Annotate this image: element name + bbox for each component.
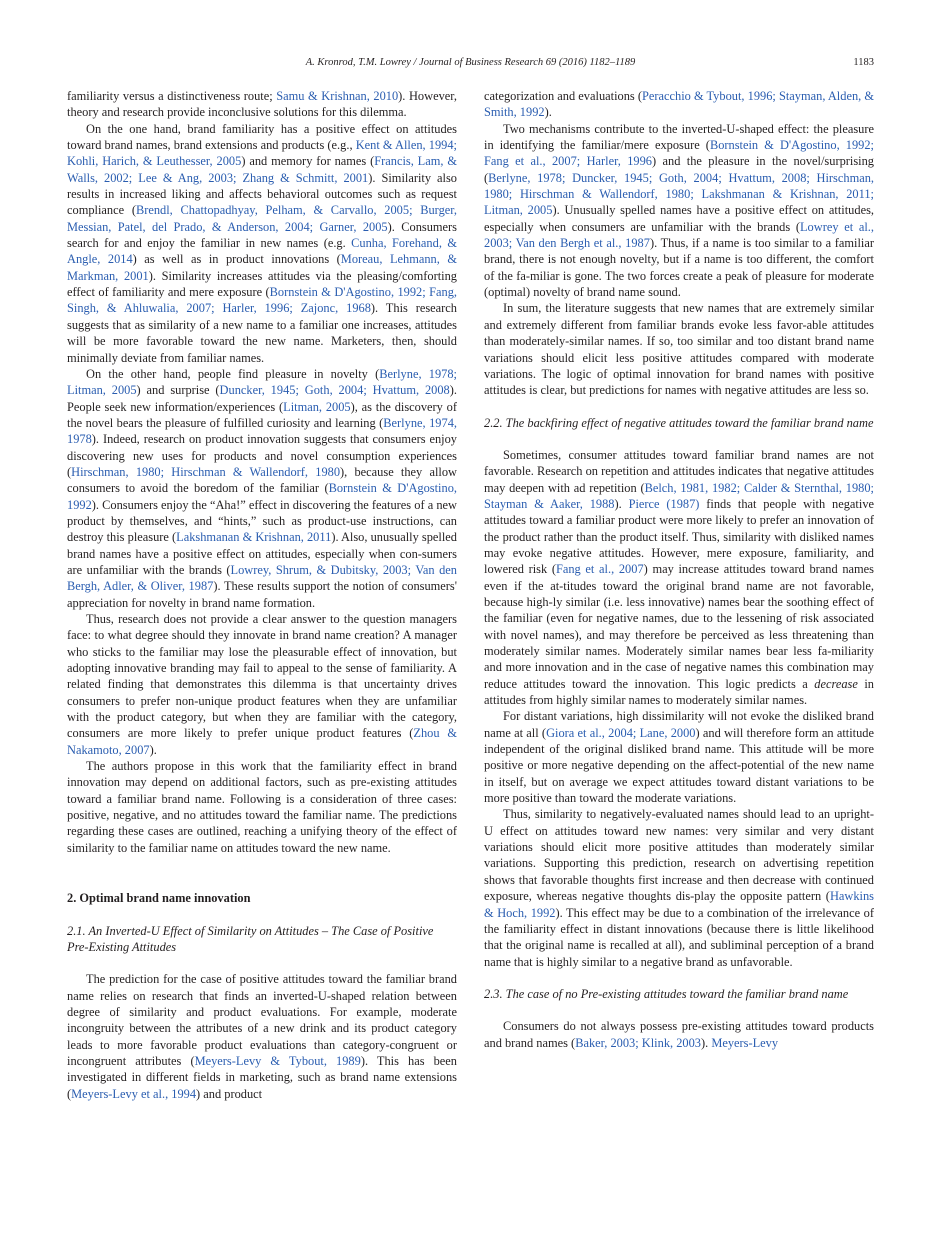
citation-link[interactable]: Zhou & Nakamoto, 2007 <box>67 726 458 757</box>
paragraph: Two mechanisms contribute to the inverted-U-shaped effect: the pleasure in identifying the familiar/mere exposure (Bornstein & D'Agostino, 1992; Fang et al., 2007; Harler, 1996) and the pleasure in the novel/surprising (Berlyne, 1978; Duncker, 1945; Goth, 2004; Hvattum, 2008; Hirschman, 1980; Hirschman & Wallendorf, 1980; Lakshmanan & Krishnan, 2011; Litman, 2005). Unusually spelled names have a positive effect on attitudes, especially when consumers are unfamiliar with the brands (Lowrey et al., 2003; Van den Bergh et al., 1987). Thus, if a name is too similar to a familiar brand, there is not enough novelty, but if a name is too different, the comfort of the fa-miliar is gone. The two forces create a peak of pleasure for moderate (optimal) novelty of brand name sound. <box>484 121 874 300</box>
citation-link[interactable]: Lowrey, Shrum, & Dubitsky, 2003; Van den Bergh, Adler, & Oliver, 1987 <box>67 562 457 594</box>
paragraph: The prediction for the case of positive attitudes toward the familiar brand name relies on research that finds an inverted-U-shaped relation between degree of similarity and product evaluations. For example, moderate incongruity between the attributes of a new drink and its product category leads to more favorable product evaluations than category-congruent or incongruent attributes (Meyers-Levy & Tybout, 1989). This has been investigated in different fields in marketing, such as brand name extensions (Meyers-Levy et al., 1994) and product <box>67 972 457 1101</box>
paragraph: Sometimes, consumer attitudes toward familiar brand names are not favorable. Research on repetition and attitudes indicates that negative attitudes may deepen with ad repetition (Belch, 1981, 1982; Calder & Sternthal, 1980; Stayman & Aaker, 1988). Pierce (1987) finds that people with negative attitudes toward a familiar product were more likely to prefer an innovation of the product rather than the product itself. Thus, similarity with disliked names may evoke negative attitudes. However, mere exposure, familiarity, and lowered risk (Fang et al., 2007) may increase attitudes toward brand names even if the at-titudes toward the original brand name are not favorable, because high-ly similar (i.e. less innovative) names bear the soothing effect of the familiar (even for negative names, due to the lessening of risk associated with novel names), and may therefore be perceived as less threatening than moderately similar names. Moderately similar names bear less fa-miliarity and more innovation and in the case of negative names this combination may reduce attitudes toward the innovation. This logic predicts a decrease in attitudes from highly similar names to moderately similar names. <box>484 447 875 708</box>
paragraph: Thus, research does not provide a clear answer to the question managers face: to what degree should they innovate in brand name creation? A manager who sticks to the familiar may lose the pleasurable effect of innovation, but adopting innovative branding may fail to appeal to the sense of familiarity. A related finding that demonstrates this dilemma is that uncertainty drives consumers to prefer non-unique product features when they are unfamiliar with the product category, but when they are familiar with the category, consumers are more likely to prefer unique product features (Zhou & Nakamoto, 2007). <box>67 612 458 757</box>
citation-link[interactable]: Hawkins & Hoch, 1992 <box>484 889 874 920</box>
citation-link[interactable]: Lakshmanan & Krishnan, 2011 <box>176 530 332 545</box>
paragraph: The authors propose in this work that the familiarity effect in brand innovation may depend on additional factors, such as pre-existing attitudes toward a familiar brand name. Following is a consideration of three cases: positive, negative, and no attitudes toward the familiar name. The predictions regarding these cases are outlined, reaching a unifying theory of the effect of similarity to the familiar name on attitudes toward the new name. <box>67 759 457 855</box>
paragraph: categorization and evaluations (Peracchio & Tybout, 1996; Stayman, Alden, & Smith, 1992). <box>484 89 874 120</box>
citation-link[interactable]: Berlyne, 1978; Litman, 2005 <box>67 366 457 398</box>
citation-link[interactable]: Meyers-Levy et al., 1994 <box>71 1086 197 1101</box>
citation-link[interactable]: Samu & Krishnan, 2010 <box>276 89 399 103</box>
subsection-heading: 2.1. An Inverted-U Effect of Similarity on Attitudes – The Case of Positive Pre-Existing Attitudes <box>67 923 434 954</box>
citation-link[interactable]: Hirschman, 1980; Hirschman & Wallendorf, 1980 <box>71 464 341 479</box>
citation-link[interactable]: Moreau, Lehmann, & Markman, 2001 <box>67 252 457 283</box>
paragraph: On the one hand, brand familiarity has a positive effect on attitudes toward brand names, brand extensions and products (e.g., Kent & Allen, 1994; Kohli, Harich, & Leuthesser, 2005) and memory for names (Francis, Lam, & Walls, 2002; Lee & Ang, 2003; Zhang & Schmitt, 2001). Similarity also results in increased liking and affects behavioral outcomes such as request compliance (Brendl, Chattopadhyay, Pelham, & Carvallo, 2005; Burger, Messian, Patel, del Prado, & Anderson, 2004; Garner, 2005). Consumers search for and enjoy the familiar in new names (e.g. Cunha, Forehand, & Angle, 2014) as well as in product innovations (Moreau, Lehmann, & Markman, 2001). Similarity increases attitudes via the pleasing/comforting effect of familiarity and mere exposure (Bornstein & D'Agostino, 1992; Fang, Singh, & Ahluwalia, 2007; Harler, 1996; Zajonc, 1968). This research suggests that as similarity of a new name to a familiar one increases, attitudes will be more favorable toward the new name. Marketers, then, should minimally deviate from familiar names. <box>67 121 458 365</box>
left-column <box>67 88 457 1102</box>
citation-link[interactable]: Duncker, 1945; Goth, 2004; Hvattum, 2008 <box>219 383 450 398</box>
citation-link[interactable]: Francis, Lam, & Walls, 2002; Lee & Ang, 2003; Zhang & Schmitt, 2001 <box>67 154 457 185</box>
paragraph: familiarity versus a distinctiveness route; Samu & Krishnan, 2010). However, theory and research provide inconclusive solutions for this dilemma. <box>67 89 457 120</box>
citation-link[interactable]: Fang et al., 2007 <box>555 562 644 577</box>
citation-link[interactable]: Litman, 2005 <box>283 399 351 414</box>
paragraph: In sum, the literature suggests that new names that are extremely similar and extremely different from familiar brands evoke less favor-able attitudes than moderately-similar names. If so, too similar and too distant brand name variations should elicit less positive attitudes compared with moderate variations. The logic of optimal innovation for brand names with positive attitudes is clear, but predictions for names with negative attitudes are less so. <box>484 301 874 398</box>
citation-link[interactable]: Cunha, Forehand, & Angle, 2014 <box>67 236 457 267</box>
page-number: 1183 <box>853 57 874 68</box>
section-heading: 2. Optimal brand name innovation <box>67 891 251 906</box>
citation-link[interactable]: Peracchio & Tybout, 1996; Stayman, Alden, & Smith, 1992 <box>484 89 874 120</box>
subsection-heading: 2.3. The case of no Pre-existing attitudes toward the familiar brand name <box>484 986 849 1001</box>
citation-link[interactable]: Meyers-Levy & Tybout, 1989 <box>194 1053 361 1068</box>
citation-link[interactable]: Baker, 2003; Klink, 2003 <box>575 1035 701 1050</box>
citation-link[interactable]: Berlyne, 1974, 1978 <box>67 415 457 447</box>
paragraph: On the other hand, people find pleasure in novelty (Berlyne, 1978; Litman, 2005) and surprise (Duncker, 1945; Goth, 2004; Hvattum, 2008). People seek new information/experiences (Litman, 2005), as the discovery of the novel bears the pleasure of fulfilled curiosity and learning (Berlyne, 1974, 1978). Indeed, research on product innovation suggests that consumers enjoy discovering new uses for products and novel consumption experiences (Hirschman, 1980; Hirschman & Wallendorf, 1980), because they allow consumers to avoid the boredom of the familiar (Bornstein & D'Agostino, 1992). Consumers enjoy the “Aha!” effect in discovering the features of a new product by themselves, and “hints,” such as product-use instructions, can destroy this pleasure (Lakshmanan & Krishnan, 2011). Also, unusually spelled brand names have a positive effect on attitudes, especially when con-sumers are unfamiliar with the brands (Lowrey, Shrum, & Dubitsky, 2003; Van den Bergh, Adler, & Oliver, 1987). These results support the notion of consumers' appreciation for novelty in brand name formation. <box>67 366 457 610</box>
citation-link[interactable]: Kent & Allen, 1994; Kohli, Harich, & Leuthesser, 2005 <box>67 138 457 169</box>
citation-link[interactable]: Bornstein & D'Agostino, 1992; Fang, Singh, & Ahluwalia, 2007; Harler, 1996; Zajonc, 1968 <box>67 285 457 316</box>
citation-link[interactable]: Meyers-Levy <box>711 1035 779 1050</box>
citation-link[interactable]: Giora et al., 2004; Lane, 2000 <box>546 725 696 740</box>
citation-link[interactable]: Belch, 1981, 1982; Calder & Sternthal, 1980; Stayman & Aaker, 1988 <box>484 480 874 511</box>
citation-link[interactable]: Bornstein & D'Agostino, 1992; Fang et al., 2007; Harler, 1996 <box>484 138 874 169</box>
citation-link[interactable]: Pierce (1987) <box>628 496 700 511</box>
paragraph: For distant variations, high dissimilarity will not evoke the disliked brand name at all (Giora et al., 2004; Lane, 2000) and will therefore form an attitude independent of the original disliked brand name. This attitude will be more positive or more negative depending on the affect-potential of the new name in itself, but on average we expect attitudes toward distant variations to be more positive than toward the moderate variations. <box>484 709 875 806</box>
paragraph: Thus, similarity to negatively-evaluated names should lead to an upright-U effect on attitudes toward new names: very similar and very distant variations should elicit more positive attitudes than moderately similar variations. Supporting this prediction, research on advertising repetition shows that favorable thoughts first increase and then decrease with continued exposure, whereas negative thoughts dis-play the opposite pattern (Hawkins & Hoch, 1992). This effect may be due to a combination of the irrelevance of the familiarity effect in distant innovations (because there is little likelihood that the original name is recalled at all), and subliminal perception of a brand name that is highly similar to a negative brand as unfavorable. <box>484 807 874 969</box>
paragraph: Consumers do not always possess pre-existing attitudes toward products and brand names (Baker, 2003; Klink, 2003). Meyers-Levy <box>484 1019 874 1050</box>
subsection-heading: 2.2. The backfiring effect of negative attitudes toward the familiar brand name <box>484 415 874 430</box>
emphasis: decrease <box>814 676 858 691</box>
citation-link[interactable]: Lowrey et al., 2003; Van den Bergh et al., 1987 <box>484 219 874 251</box>
right-column <box>484 88 874 1051</box>
journal-citation: A. Kronrod, T.M. Lowrey / Journal of Business Research 69 (2016) 1182–1189 <box>305 57 636 68</box>
running-header <box>67 57 874 73</box>
citation-link[interactable]: Bornstein & D'Agostino, 1992 <box>67 481 457 512</box>
citation-link[interactable]: Brendl, Chattopadhyay, Pelham, & Carvallo, 2005; Burger, Messian, Patel, del Prado, & Anderson, 2004; Garner, 2005 <box>67 203 457 234</box>
citation-link[interactable]: Berlyne, 1978; Duncker, 1945; Goth, 2004; Hvattum, 2008; Hirschman, 1980; Hirschman & Wallendorf, 1980; Lakshmanan & Krishnan, 2011; Litman, 2005 <box>484 170 874 218</box>
